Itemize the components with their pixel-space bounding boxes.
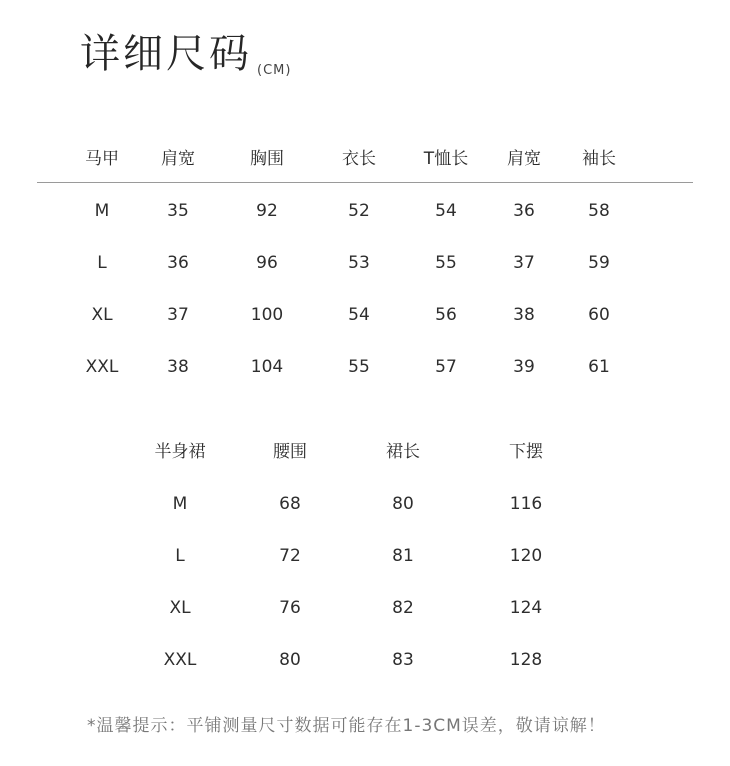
vest-header-5: 肩宽 (507, 149, 541, 169)
vest-cell-r0-c1: 35 (167, 201, 189, 221)
vest-cell-r0-c5: 36 (513, 201, 535, 221)
vest-cell-r2-c0: XL (91, 305, 113, 325)
skirt-cell-r2-c2: 82 (392, 598, 414, 618)
skirt-cell-r0-c2: 80 (392, 494, 414, 514)
vest-cell-r1-c4: 55 (435, 253, 457, 273)
skirt-cell-r0-c3: 116 (509, 494, 543, 514)
skirt-cell-r3-c2: 83 (392, 650, 414, 670)
vest-cell-r3-c3: 55 (348, 357, 370, 377)
vest-header-0: 马甲 (85, 149, 119, 169)
vest-cell-r1-c2: 96 (256, 253, 278, 273)
vest-cell-r0-c2: 92 (256, 201, 278, 221)
skirt-cell-r1-c3: 120 (509, 546, 543, 566)
vest-cell-r3-c5: 39 (513, 357, 535, 377)
skirt-cell-r0-c0: M (172, 494, 188, 514)
skirt-cell-r2-c0: XL (169, 598, 191, 618)
vest-cell-r1-c0: L (97, 253, 107, 273)
skirt-header-2: 裙长 (386, 442, 420, 462)
skirt-cell-r3-c1: 80 (279, 650, 301, 670)
vest-header-2: 胸围 (250, 149, 284, 169)
header-divider (37, 182, 693, 183)
vest-cell-r2-c1: 37 (167, 305, 189, 325)
unit-label: (CM) (257, 63, 292, 78)
vest-cell-r3-c6: 61 (588, 357, 610, 377)
skirt-header-0: 半身裙 (154, 442, 206, 462)
vest-cell-r3-c0: XXL (85, 357, 119, 377)
page-title: 详细尺码 (80, 31, 252, 77)
skirt-header-3: 下摆 (509, 442, 543, 462)
vest-cell-r3-c1: 38 (167, 357, 189, 377)
skirt-cell-r1-c1: 72 (279, 546, 301, 566)
vest-cell-r0-c4: 54 (435, 201, 457, 221)
vest-cell-r1-c6: 59 (588, 253, 610, 273)
vest-header-1: 肩宽 (161, 149, 195, 169)
vest-cell-r2-c6: 60 (588, 305, 610, 325)
skirt-cell-r2-c3: 124 (509, 598, 543, 618)
skirt-cell-r0-c1: 68 (279, 494, 301, 514)
skirt-cell-r1-c0: L (175, 546, 185, 566)
vest-cell-r1-c1: 36 (167, 253, 189, 273)
vest-cell-r2-c2: 100 (250, 305, 284, 325)
vest-cell-r3-c2: 104 (250, 357, 284, 377)
vest-cell-r1-c3: 53 (348, 253, 370, 273)
skirt-cell-r2-c1: 76 (279, 598, 301, 618)
measurement-note: *温馨提示：平铺测量尺寸数据可能存在1-3CM误差，敬请谅解！ (87, 716, 606, 736)
vest-header-4: T恤长 (423, 149, 469, 169)
vest-header-6: 袖长 (582, 149, 616, 169)
skirt-cell-r3-c3: 128 (509, 650, 543, 670)
vest-cell-r1-c5: 37 (513, 253, 535, 273)
vest-cell-r2-c5: 38 (513, 305, 535, 325)
vest-cell-r2-c4: 56 (435, 305, 457, 325)
vest-cell-r2-c3: 54 (348, 305, 370, 325)
skirt-cell-r1-c2: 81 (392, 546, 414, 566)
skirt-cell-r3-c0: XXL (163, 650, 197, 670)
vest-header-3: 衣长 (342, 149, 376, 169)
vest-cell-r0-c3: 52 (348, 201, 370, 221)
vest-cell-r0-c6: 58 (588, 201, 610, 221)
skirt-header-1: 腰围 (273, 442, 307, 462)
vest-cell-r3-c4: 57 (435, 357, 457, 377)
vest-cell-r0-c0: M (94, 201, 110, 221)
